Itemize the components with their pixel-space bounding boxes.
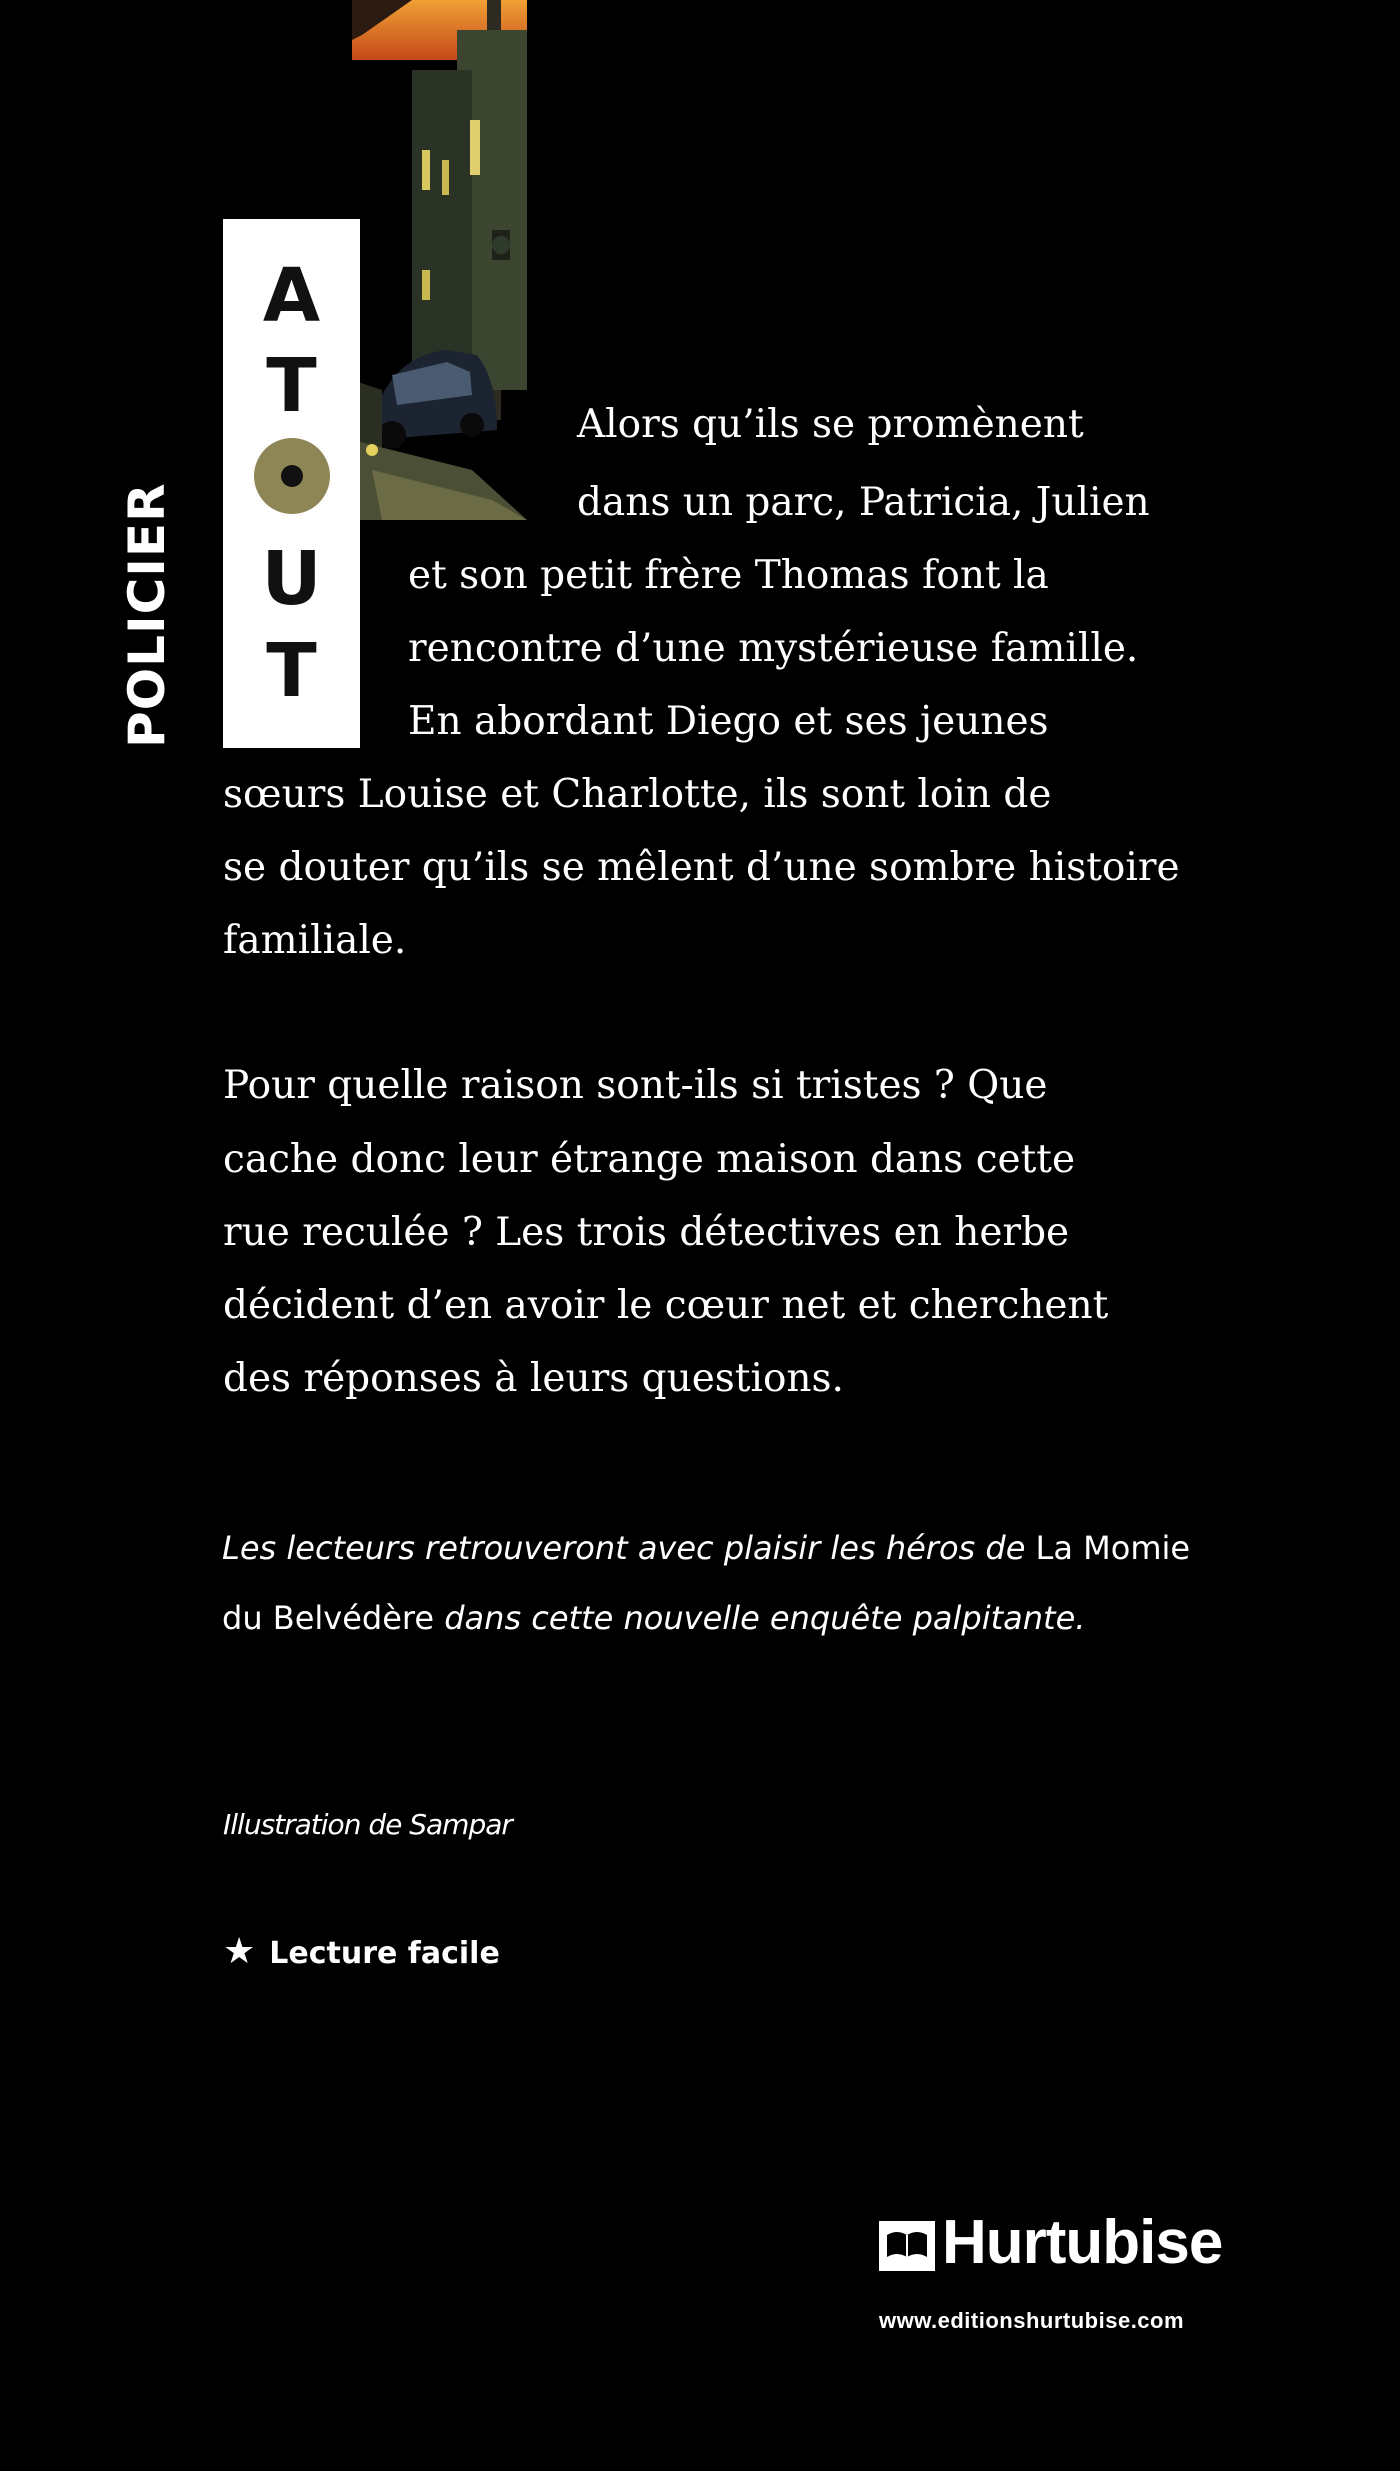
synopsis-line: dans un parc, Patricia, Julien [577, 480, 1150, 525]
collection-label: POLICIER [118, 482, 176, 748]
publisher-logo [876, 2208, 1276, 2333]
blurb-text: Les lecteurs retrouveront avec plaisir les héros de [222, 1529, 1036, 1567]
logo-eye-icon [254, 438, 330, 514]
synopsis-line: des réponses à leurs questions. [223, 1356, 844, 1401]
star-icon: ★ [223, 1931, 256, 1972]
series-logo [223, 219, 360, 748]
illustrator-credit: Illustration de Sampar [223, 1808, 512, 1841]
referenced-book-title: La Momie du Belvédère [222, 1529, 1191, 1637]
promo-blurb [222, 1513, 1222, 1653]
synopsis-line: sœurs Louise et Charlotte, ils sont loin de [223, 772, 1052, 817]
publisher-name: Hurtubise [942, 2208, 1223, 2277]
publisher-url[interactable]: www.editionshurtubise.com [879, 2308, 1185, 2333]
synopsis-line: Pour quelle raison sont-ils si tristes ? Que [223, 1063, 1048, 1108]
synopsis-line: Alors qu’ils se promènent [577, 402, 1084, 447]
synopsis-line: cache donc leur étrange maison dans cette [223, 1137, 1076, 1182]
logo-letter-t2: T [266, 628, 317, 714]
synopsis-line: décident d’en avoir le cœur net et cherchent [223, 1283, 1109, 1328]
reading-level-label: Lecture facile [269, 1936, 500, 1971]
book-icon [879, 2221, 935, 2271]
synopsis-line: rue reculée ? Les trois détectives en herbe [223, 1210, 1070, 1255]
logo-letter-a: A [262, 253, 321, 339]
logo-letter-t: T [266, 343, 317, 429]
logo-letter-u: U [261, 536, 322, 622]
reading-level [223, 1931, 500, 1972]
synopsis-line: rencontre d’une mystérieuse famille. [408, 626, 1139, 671]
synopsis-line: et son petit frère Thomas font la [408, 553, 1049, 598]
synopsis-line: se douter qu’ils se mêlent d’une sombre histoire [223, 845, 1180, 890]
cover-illustration [352, 0, 527, 520]
blurb-text-end: dans cette nouvelle enquête palpitante. [434, 1599, 1086, 1637]
synopsis-line: En abordant Diego et ses jeunes [408, 699, 1049, 744]
synopsis-line: familiale. [223, 918, 407, 963]
